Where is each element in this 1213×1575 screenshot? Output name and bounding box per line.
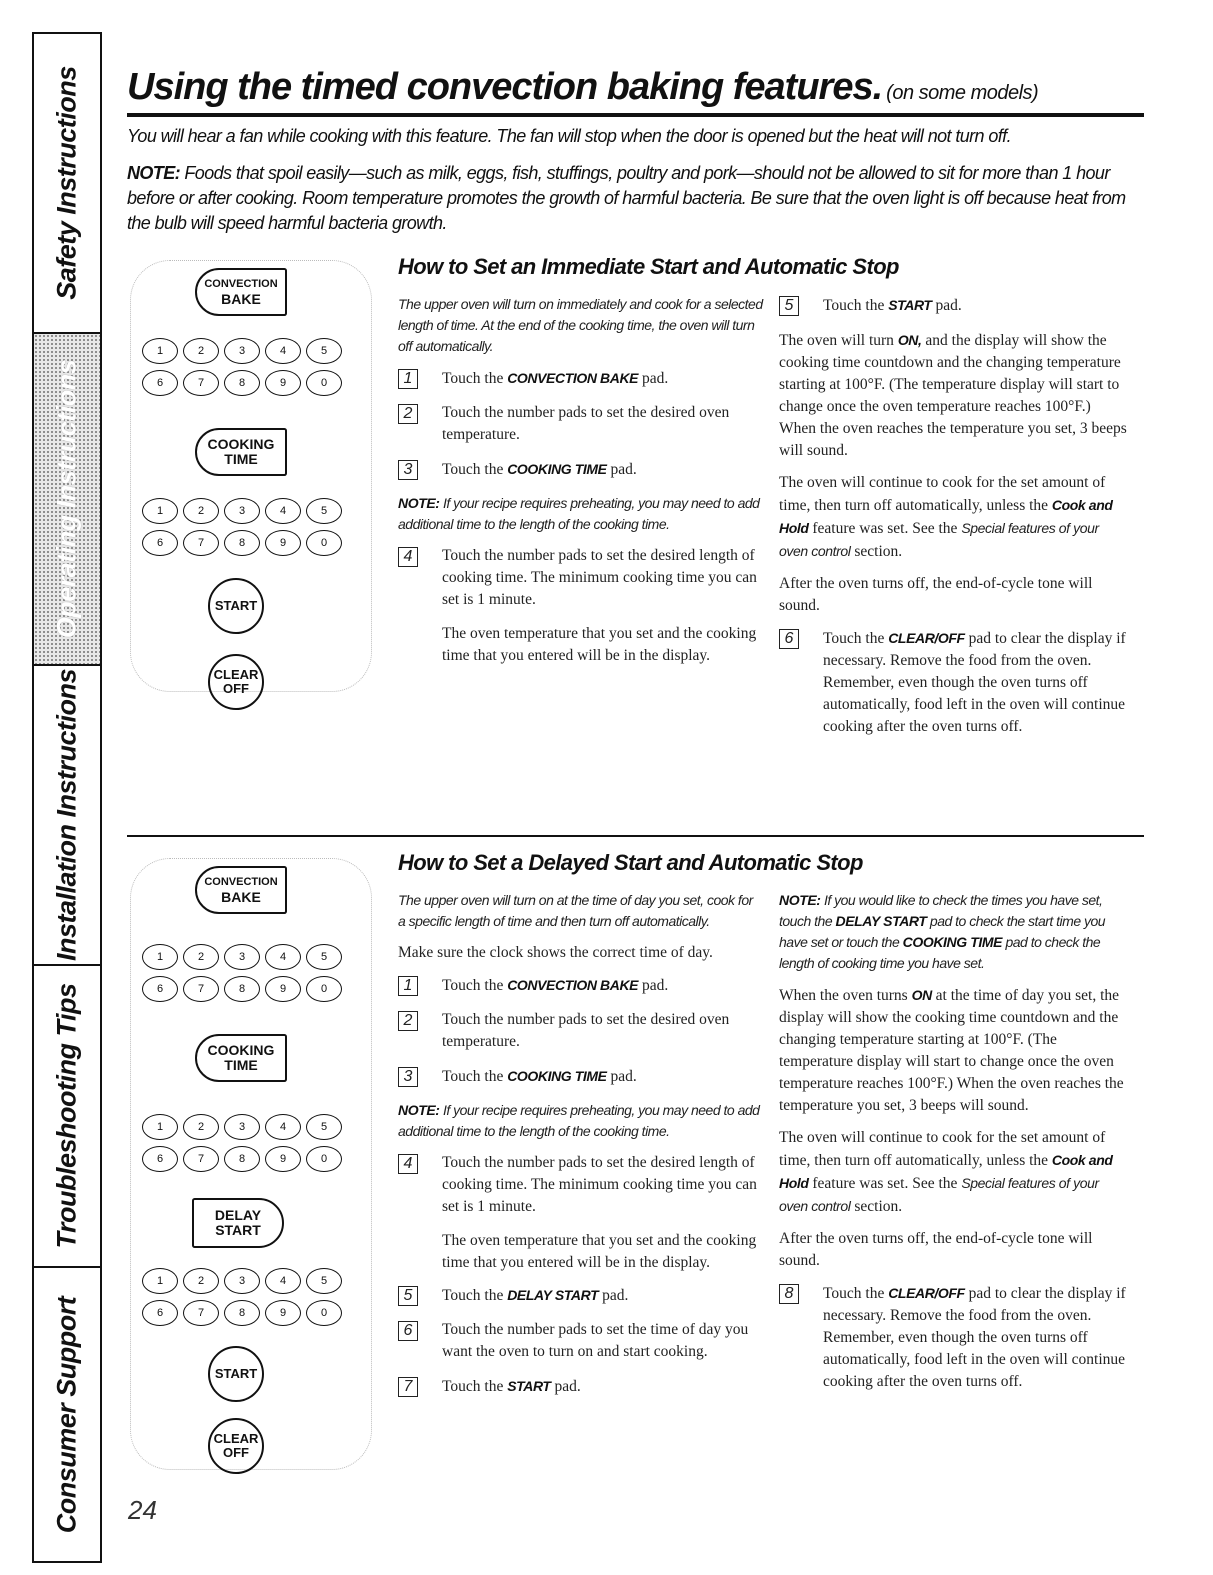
tab-installation-instructions[interactable] [34,666,100,966]
delayed-right-column [779,890,1131,1405]
number-pad-8[interactable]: 8 [224,1300,260,1326]
note-text: If you would like to check the times you have set, touch the [779,892,1103,929]
pad-label: DELAY [214,1207,262,1223]
step-text: Touch the [823,1285,885,1302]
tab-label: Troubleshooting Tips [51,983,82,1249]
step-7 [398,1375,763,1398]
number-pad-1[interactable]: 1 [142,944,178,970]
section-tab-strip [32,32,102,1563]
number-row-2 [142,976,347,1002]
step-4-detail: The oven temperature that you set and the cooking time that you entered will be in the display. [442,1232,757,1271]
step-text: Touch the [442,461,504,478]
paragraph-text: section. [854,543,903,560]
note-text: If your recipe requires preheating, you may need to add additional time to the length of the cooking time. [398,495,760,532]
number-row-1 [142,944,347,970]
number-pad-5[interactable]: 5 [306,498,342,524]
pad-name: COOKING TIME [507,1068,607,1084]
step-number: 5 [398,1286,418,1306]
pad-label: COOKING [207,1042,275,1058]
step-8 [779,1282,1131,1393]
step-1 [398,974,763,997]
paragraph-text: The oven will continue to cook for the set amount of time, then turn off automatically, unless the [779,1129,1106,1169]
keyword: ON [911,987,932,1003]
paragraph: Make sure the clock shows the correct time of day. [398,944,713,961]
immediate-left-column [398,294,763,677]
pad-label: START [214,598,258,613]
step-number: 5 [779,296,799,316]
pad-label: TIME [224,451,258,467]
section-reference: Special features of your oven control [779,1175,1099,1214]
step-text: pad. [554,1378,581,1395]
step-2 [398,402,763,446]
step-text: Touch the [442,1287,504,1304]
number-pad-9[interactable]: 9 [265,530,301,556]
number-pad-7[interactable]: 7 [183,1146,219,1172]
step-number: 7 [398,1377,418,1397]
step-number: 2 [398,1011,418,1031]
step-text: pad. [610,461,637,478]
pad-label: CLEAR [213,667,259,682]
note [398,1100,763,1142]
delay-start-pad[interactable] [192,1198,284,1248]
section-divider [127,835,1144,837]
note-label: NOTE: [779,892,821,908]
note-text: If your recipe requires preheating, you may need to add additional time to the length of the cooking time. [398,1102,760,1139]
clear-off-pad[interactable] [208,654,264,710]
paragraph-text: at the time of day you set, the display will show the cooking time countdown and the changing temperature starting at 100°F. (The temperature display will start to change once the oven temperature reaches 100°F.) When the oven reaches the temperature you set, 3 beeps will sound. [779,987,1124,1114]
cooking-time-pad[interactable] [195,1034,287,1082]
paragraph-text: feature was set. See the [812,1175,958,1192]
number-pad-0[interactable]: 0 [306,1300,342,1326]
paragraph-text: When the oven turns [779,987,908,1004]
number-pad-6[interactable]: 6 [142,976,178,1002]
pad-name: CLEAR/OFF [888,1285,965,1301]
step-text: Touch the [442,1068,504,1085]
pad-label: COOKING [207,436,275,452]
pad-label: TIME [224,1057,258,1073]
section-lead: The upper oven will turn on at the time of day you set, cook for a specific length of time and then turn off automatically. [398,892,753,929]
paragraph: After the oven turns off, the end-of-cycle tone will sound. [779,1230,1093,1269]
number-pad-7[interactable]: 7 [183,976,219,1002]
section-reference: Special features of your oven control [779,520,1099,559]
tab-operating-instructions[interactable] [34,334,100,666]
step-text: Touch the [442,977,504,994]
number-pad-3[interactable]: 3 [224,1114,260,1140]
paragraph [779,984,1131,1117]
number-pad-0[interactable]: 0 [306,530,342,556]
number-pad-2[interactable]: 2 [183,498,219,524]
number-pad-3[interactable]: 3 [224,944,260,970]
note-text: pad to check the start time you have set or touch the [779,913,1106,950]
number-row-1 [142,1114,347,1140]
note [398,493,763,535]
paragraph-text: The oven will continue to cook for the set amount of time, then turn off automatically, unless the [779,474,1106,514]
paragraph-text: and the display will show the cooking time countdown and the changing temperature starting at 100°F. (The temperature display will start to change once the oven temperature reaches 100°F.) When the oven reaches the temperature you set, 3 beeps will sound. [779,332,1127,459]
convection-bake-pad[interactable] [195,268,287,316]
number-pad-6[interactable]: 6 [142,370,178,396]
number-row-2 [142,370,347,396]
number-pad-4[interactable]: 4 [265,1268,301,1294]
number-pad-2[interactable]: 2 [183,338,219,364]
pad-name: CLEAR/OFF [888,630,965,646]
number-pad-2[interactable]: 2 [183,1114,219,1140]
convection-bake-pad[interactable] [195,866,287,914]
number-pad-1[interactable]: 1 [142,1114,178,1140]
step-text: pad. [602,1287,629,1304]
step-number: 3 [398,460,418,480]
clear-off-pad[interactable] [208,1418,264,1474]
pad-label: CONVECTION [204,278,278,290]
note [779,890,1131,974]
step-text: pad to clear the display if necessary. Remove the food from the oven. Remember, even though the oven turns off automatically, food left in the oven will continue cooking after the oven turns off. [823,630,1126,735]
note-label: NOTE: [398,1102,440,1118]
section-lead: The upper oven will turn on immediately and cook for a selected length of time. At the end of the cooking time, the oven will turn off automatically. [398,296,763,354]
step-number: 3 [398,1067,418,1087]
step-number: 2 [398,404,418,424]
page-title: Using the timed convection baking features. [127,66,883,108]
number-pad-8[interactable]: 8 [224,370,260,396]
number-pad-4[interactable]: 4 [265,1114,301,1140]
step-3 [398,458,763,481]
section-title-immediate: How to Set an Immediate Start and Automatic Stop [398,254,899,279]
number-pad-4[interactable]: 4 [265,944,301,970]
pad-label: CONVECTION [204,876,278,888]
step-text: Touch the [823,297,885,314]
step-6 [398,1319,763,1363]
paragraph [779,329,1127,462]
number-pad-5[interactable]: 5 [306,1114,342,1140]
step-3 [398,1065,763,1088]
number-pad-0[interactable]: 0 [306,976,342,1002]
step-text: pad to clear the display if necessary. Remove the food from the oven. Remember, even though the oven turns off automatically, food left in the oven will continue cooking after the oven turns off. [823,1285,1126,1390]
step-text: pad. [641,370,669,387]
step-number: 6 [779,629,799,649]
pad-label: START [215,1222,261,1238]
number-row-2 [142,530,347,556]
number-pad-8[interactable]: 8 [224,976,260,1002]
keyword: Cook and Hold [779,497,1113,536]
step-text: pad. [610,1068,637,1085]
tab-troubleshooting-tips[interactable] [34,966,100,1268]
step-text: Touch the number pads to set the desired length of cooking time. The minimum cooking time you can set is 1 minute. [442,1154,757,1215]
number-row-1 [142,338,347,364]
step-text: Touch the [442,370,504,387]
pad-label: CLEAR [213,1431,259,1446]
number-pad-6[interactable]: 6 [142,530,178,556]
pad-name: COOKING TIME [902,934,1003,950]
keyword: ON, [897,332,922,348]
pad-label: OFF [223,1445,249,1460]
step-number: 6 [398,1321,418,1341]
page-header [127,66,1144,117]
step-number: 4 [398,1154,418,1174]
intro-fan-text: You will hear a fan while cooking with this feature. The fan will stop when the door is opened but the heat will not turn off. [127,126,1011,146]
note-text: Foods that spoil easily—such as milk, eggs, fish, stuffings, poultry and pork—should not be allowed to sit for more than 1 hour before or after cooking. Room temperature promotes the growth of harmful bacteria. Be sure that the oven light is off because heat from the bulb will speed harmful bacteria growth. [127,163,1126,233]
tab-label: Consumer Support [51,1296,82,1533]
page-subtitle: (on some models) [886,82,1039,104]
number-pad-7[interactable]: 7 [183,530,219,556]
number-pad-9[interactable]: 9 [265,1300,301,1326]
step-number: 1 [398,369,418,389]
step-2 [398,1009,763,1053]
tab-label: Installation Instructions [51,668,82,962]
immediate-right-column [779,294,1127,750]
tab-label: Operating Instructions [51,359,82,639]
paragraph-text: feature was set. See the [812,520,958,537]
start-pad[interactable] [208,1346,264,1402]
step-text: pad. [641,977,669,994]
number-pad-2[interactable]: 2 [183,1268,219,1294]
pad-name: DELAY START [507,1287,599,1303]
step-text: Touch the number pads to set the time of day you want the oven to turn on and start cooking. [442,1321,749,1360]
step-text: Touch the number pads to set the desired oven temperature. [442,1011,730,1050]
pad-label: START [214,1366,258,1381]
number-pad-4[interactable]: 4 [265,498,301,524]
step-text: pad. [935,297,962,314]
step-4 [398,1152,763,1218]
number-pad-0[interactable]: 0 [306,370,342,396]
number-row-1 [142,1268,347,1294]
paragraph-text: section. [854,1198,903,1215]
number-pad-0[interactable]: 0 [306,1146,342,1172]
pad-name: COOKING TIME [507,461,607,477]
delayed-left-column [398,890,763,1410]
paragraph-text: The oven will turn [779,332,894,349]
intro-note [127,161,1147,236]
number-pad-1[interactable]: 1 [142,498,178,524]
cooking-time-pad[interactable] [195,428,287,476]
step-text: Touch the number pads to set the desired oven temperature. [442,404,730,443]
number-pad-5[interactable]: 5 [306,944,342,970]
pad-label: BAKE [221,889,261,905]
tab-label: Safety Instructions [51,66,82,300]
paragraph [779,472,1127,563]
number-pad-3[interactable]: 3 [224,338,260,364]
paragraph: After the oven turns off, the end-of-cycle tone will sound. [779,575,1093,614]
number-pad-7[interactable]: 7 [183,370,219,396]
step-number: 1 [398,976,418,996]
step-4-detail: The oven temperature that you set and the cooking time that you entered will be in the display. [442,625,757,664]
number-pad-5[interactable]: 5 [306,338,342,364]
step-text: Touch the [442,1378,504,1395]
number-pad-6[interactable]: 6 [142,1300,178,1326]
step-text: Touch the [823,630,885,647]
tab-safety-instructions[interactable] [34,34,100,334]
pad-label: OFF [223,681,249,696]
paragraph [779,1127,1131,1218]
number-pad-4[interactable]: 4 [265,338,301,364]
number-pad-5[interactable]: 5 [306,1268,342,1294]
pad-name: CONVECTION BAKE [507,370,639,386]
pad-name: DELAY START [835,913,927,929]
number-pad-6[interactable]: 6 [142,1146,178,1172]
number-pad-3[interactable]: 3 [224,1268,260,1294]
number-pad-1[interactable]: 1 [142,338,178,364]
step-5 [398,1284,763,1307]
page-number: 24 [128,1495,157,1525]
number-pad-2[interactable]: 2 [183,944,219,970]
number-pad-9[interactable]: 9 [265,370,301,396]
pad-name: CONVECTION BAKE [507,977,639,993]
number-pad-1[interactable]: 1 [142,1268,178,1294]
keypad-illustration-immediate [130,260,375,700]
number-pad-9[interactable]: 9 [265,1146,301,1172]
note-label: NOTE: [127,163,180,183]
step-number: 8 [779,1284,799,1304]
step-text: Touch the number pads to set the desired length of cooking time. The minimum cooking time you can set is 1 minute. [442,547,757,608]
number-pad-8[interactable]: 8 [224,530,260,556]
number-row-1 [142,498,347,524]
note-text: pad to check the length of cooking time you have set. [779,934,1101,971]
tab-consumer-support[interactable] [34,1268,100,1561]
number-pad-8[interactable]: 8 [224,1146,260,1172]
number-pad-3[interactable]: 3 [224,498,260,524]
step-5 [779,294,1127,317]
start-pad[interactable] [208,578,264,634]
pad-name: START [888,297,932,313]
pad-label: BAKE [221,291,261,307]
number-row-2 [142,1146,347,1172]
keyword: Cook and Hold [779,1152,1113,1191]
number-row-2 [142,1300,347,1326]
section-title-delayed: How to Set a Delayed Start and Automatic Stop [398,850,863,875]
step-4 [398,545,763,611]
step-6 [779,627,1127,738]
keypad-illustration-delayed [130,858,375,1478]
number-pad-9[interactable]: 9 [265,976,301,1002]
step-number: 4 [398,547,418,567]
step-1 [398,367,763,390]
pad-name: START [507,1378,551,1394]
note-label: NOTE: [398,495,440,511]
number-pad-7[interactable]: 7 [183,1300,219,1326]
